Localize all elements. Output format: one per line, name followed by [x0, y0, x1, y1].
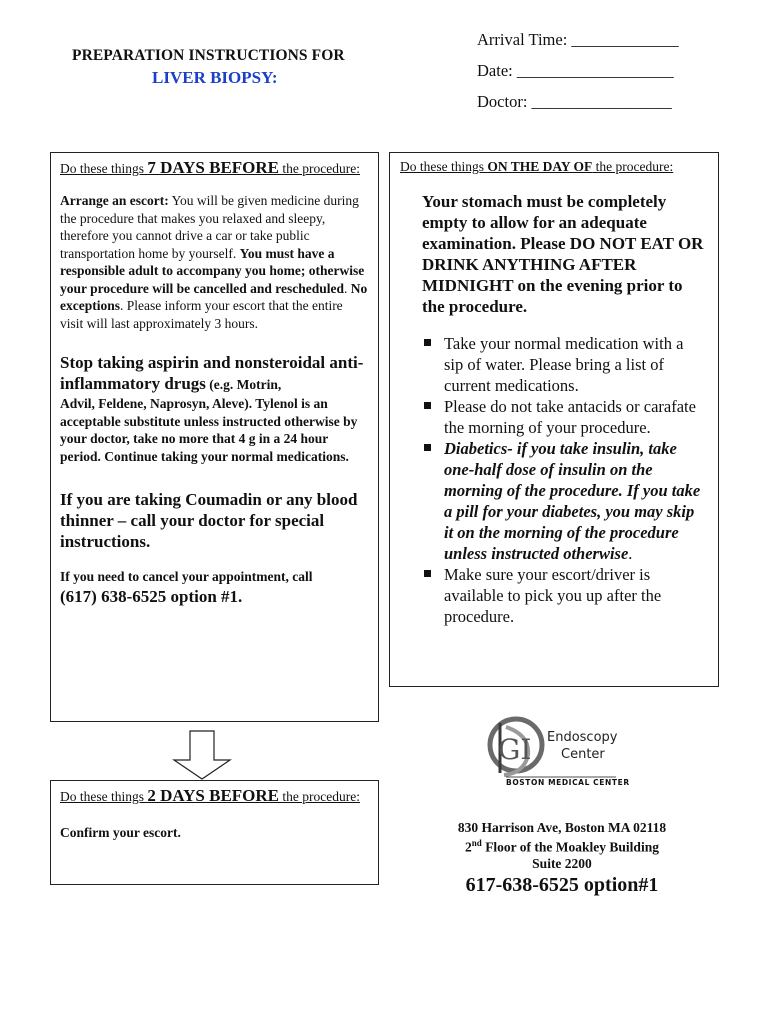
- day-of-box: [389, 152, 719, 687]
- date-field: Date: ___________________: [477, 61, 674, 80]
- list-item: [422, 564, 706, 627]
- document-title: PREPARATION INSTRUCTIONS FOR: [72, 47, 345, 64]
- fasting-instructions: Your stomach must be completely empty to allow for an adequate examination. Please DO NOT EAT OR DRINK ANYTHING AFTER MIDNIGHT on the evening prior to the procedure.: [422, 192, 704, 316]
- list-item: [422, 438, 706, 564]
- bullet-square-icon: [424, 339, 431, 346]
- heading-prefix: Do these things: [400, 159, 488, 174]
- doctor-field: Doctor: _________________: [477, 92, 672, 111]
- aspirin-examples: (e.g. Motrin,: [205, 377, 282, 392]
- heading-suffix: the procedure:: [279, 161, 360, 176]
- bullet-square-icon: [424, 402, 431, 409]
- list-item-text: Please do not take antacids or carafate the morning of your procedure.: [444, 397, 696, 437]
- heading-prefix: Do these things: [60, 789, 148, 804]
- list-item-text: Diabetics- if you take insulin, take one-half dose of insulin on the morning of the procedure. If you take a pill for your diabetes, you may skip it on the morning of the procedure unless instructed otherwise: [444, 439, 701, 563]
- escort-label: Arrange an escort:: [60, 193, 169, 208]
- aspirin-heading: Stop taking aspirin and nonsteroidal anti-inflammatory drugs: [60, 353, 364, 393]
- escort-tail: . Please inform your escort that the entire visit will last approximately 3 hours.: [60, 298, 343, 331]
- heading-emphasis: ON THE DAY OF: [487, 159, 593, 174]
- svg-text:GI: GI: [498, 733, 532, 766]
- heading-prefix: Do these things: [60, 161, 148, 176]
- two-days-before-box: [50, 780, 379, 885]
- list-item: [422, 333, 706, 396]
- logo-text-bmc: BOSTON MEDICAL CENTER: [506, 778, 630, 787]
- escort-paragraph: [60, 192, 369, 332]
- address-suite: Suite 2200: [532, 856, 592, 871]
- aspirin-paragraph: [60, 352, 369, 465]
- cancel-text: If you need to cancel your appointment, call: [60, 569, 313, 584]
- address-street: 830 Harrison Ave, Boston MA 02118: [457, 820, 667, 835]
- address-floor: [432, 838, 692, 856]
- escort-text: You will be given medicine during the procedure that makes you relaxed and sleepy, therefore you cannot drive a car or take public transportation home by yourself.: [60, 193, 359, 261]
- confirm-escort-text: Confirm your escort.: [60, 825, 181, 840]
- escort-warning: You must have a responsible adult to accompany you home; otherwise your procedure will be cancelled and rescheduled: [60, 245, 365, 296]
- cancel-phone: (617) 638-6525 option #1.: [60, 586, 243, 606]
- coumadin-paragraph: If you are taking Coumadin or any blood thinner – call your doctor for special instructions.: [60, 490, 358, 551]
- heading-suffix: the procedure:: [592, 159, 674, 174]
- bullet-square-icon: [424, 444, 431, 451]
- seven-days-heading: [60, 159, 369, 178]
- bullet-square-icon: [424, 570, 431, 577]
- logo-text-endoscopy: Endoscopy: [547, 730, 618, 745]
- day-of-heading: [400, 158, 718, 176]
- day-of-list: [422, 333, 706, 627]
- list-item-text: Take your normal medication with a sip of water. Please bring a list of current medications.: [444, 334, 684, 395]
- contact-phone: 617-638-6525 option#1: [465, 874, 659, 896]
- floor-suffix: nd: [471, 838, 482, 848]
- arrival-time-field: Arrival Time: _____________: [477, 30, 679, 49]
- heading-emphasis: 2 DAYS BEFORE: [147, 786, 280, 805]
- down-arrow-icon: [172, 730, 232, 780]
- logo-text-center: Center: [561, 747, 605, 762]
- floor-building: Floor of the Moakley Building: [481, 839, 659, 855]
- list-item-text: Make sure your escort/driver is available to pick you up after the procedure.: [444, 565, 662, 626]
- two-days-heading: [60, 787, 369, 806]
- heading-suffix: the procedure:: [279, 789, 360, 804]
- list-item: [422, 396, 706, 438]
- seven-days-before-box: [50, 152, 379, 722]
- escort-no-exceptions: No exceptions: [60, 280, 368, 313]
- document-subtitle: LIVER BIOPSY:: [152, 68, 278, 87]
- escort-punct: .: [344, 280, 351, 296]
- aspirin-body: Advil, Feldene, Naprosyn, Aleve). Tylenol is an acceptable substitute unless instructed otherwise by your doctor, take no more that 4 g in a 24 hour period. Continue taking your normal medications.: [60, 396, 358, 464]
- list-item-punct: .: [628, 544, 633, 563]
- heading-emphasis: 7 DAYS BEFORE: [147, 158, 280, 177]
- floor-number: 2: [465, 839, 472, 855]
